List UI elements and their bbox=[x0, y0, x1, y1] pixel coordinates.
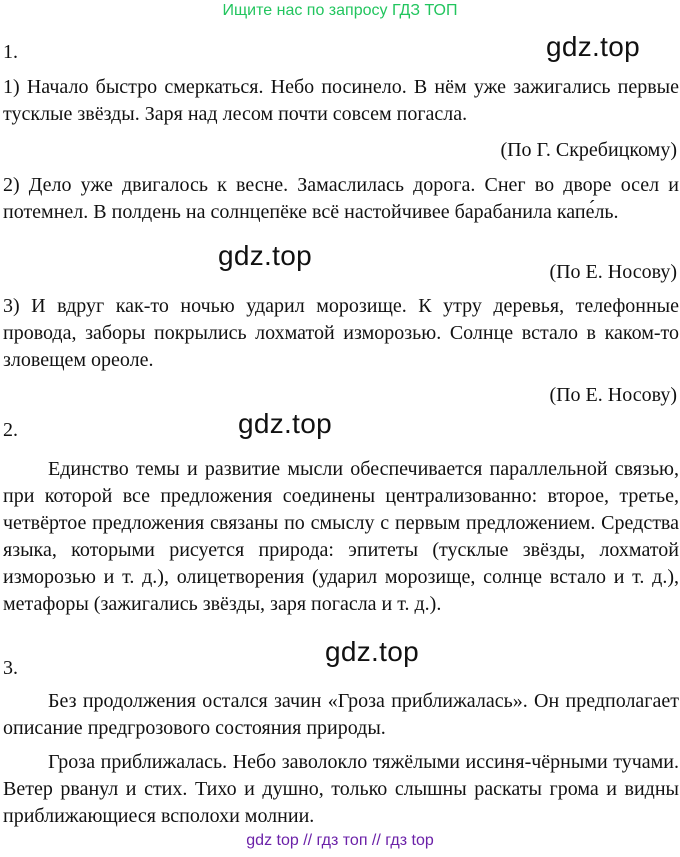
watermark: gdz.top bbox=[546, 31, 640, 62]
watermark: gdz.top bbox=[238, 408, 332, 439]
task2-number: 2. bbox=[3, 419, 18, 441]
footer-links[interactable]: gdz top // гдз топ // гдз top bbox=[246, 832, 434, 849]
header-search-link[interactable]: Ищите нас по запросу ГДЗ ТОП bbox=[222, 2, 458, 19]
task1-text-2: 2) Дело уже двигалось к весне. Замаслилась дорога. Снег во дворе осел и потемнел. В полдень на солнцепёке всё настойчивее барабанила капе́ль. bbox=[3, 174, 679, 223]
task1-author-2: (По Е. Носову) bbox=[549, 261, 677, 283]
task3-intro: Без продолжения остался зачин «Гроза приближалась». Он предполагает описание предгрозового состояния природы. bbox=[3, 690, 679, 739]
watermark: gdz.top bbox=[325, 636, 419, 667]
task1-text-1: 1) Начало быстро смеркаться. Небо посинело. В нём уже зажигались первые тусклые звёзды. Заря над лесом почти совсем погасла. bbox=[3, 76, 679, 125]
watermark: gdz.top bbox=[218, 240, 312, 271]
task3-composition: Гроза приближалась. Небо заволокло тяжёлыми иссиня-чёрными тучами. Ветер рванул и стих. Тихо и душно, только слышны раскаты грома и видны приближающиеся всполохи молнии. bbox=[3, 751, 679, 827]
task3-number: 3. bbox=[3, 657, 18, 679]
task1-author-3: (По Е. Носову) bbox=[549, 384, 677, 406]
task2-text: Единство темы и развитие мысли обеспечивается параллельной связью, при которой все предложения соединены централизованно: второе, третье, четвёртое предложения связаны по смыслу с первым предложением. Средства языка, которыми рисуется природа: эпитеты (тусклые звёзды, лохматой изморозью и т. д.), олицетворения (ударил морозище, солнце встало и т. д.), метафоры (зажигались звёзды, заря погасла и т. д.). bbox=[3, 458, 679, 615]
task1-number: 1. bbox=[3, 41, 18, 63]
task1-author-1: (По Г. Скребицкому) bbox=[500, 139, 677, 161]
task1-text-3: 3) И вдруг как-то ночью ударил морозище. К утру деревья, телефонные провода, заборы покрылись лохматой изморозью. Солнце встало в каком-то зловещем ореоле. bbox=[3, 295, 679, 371]
